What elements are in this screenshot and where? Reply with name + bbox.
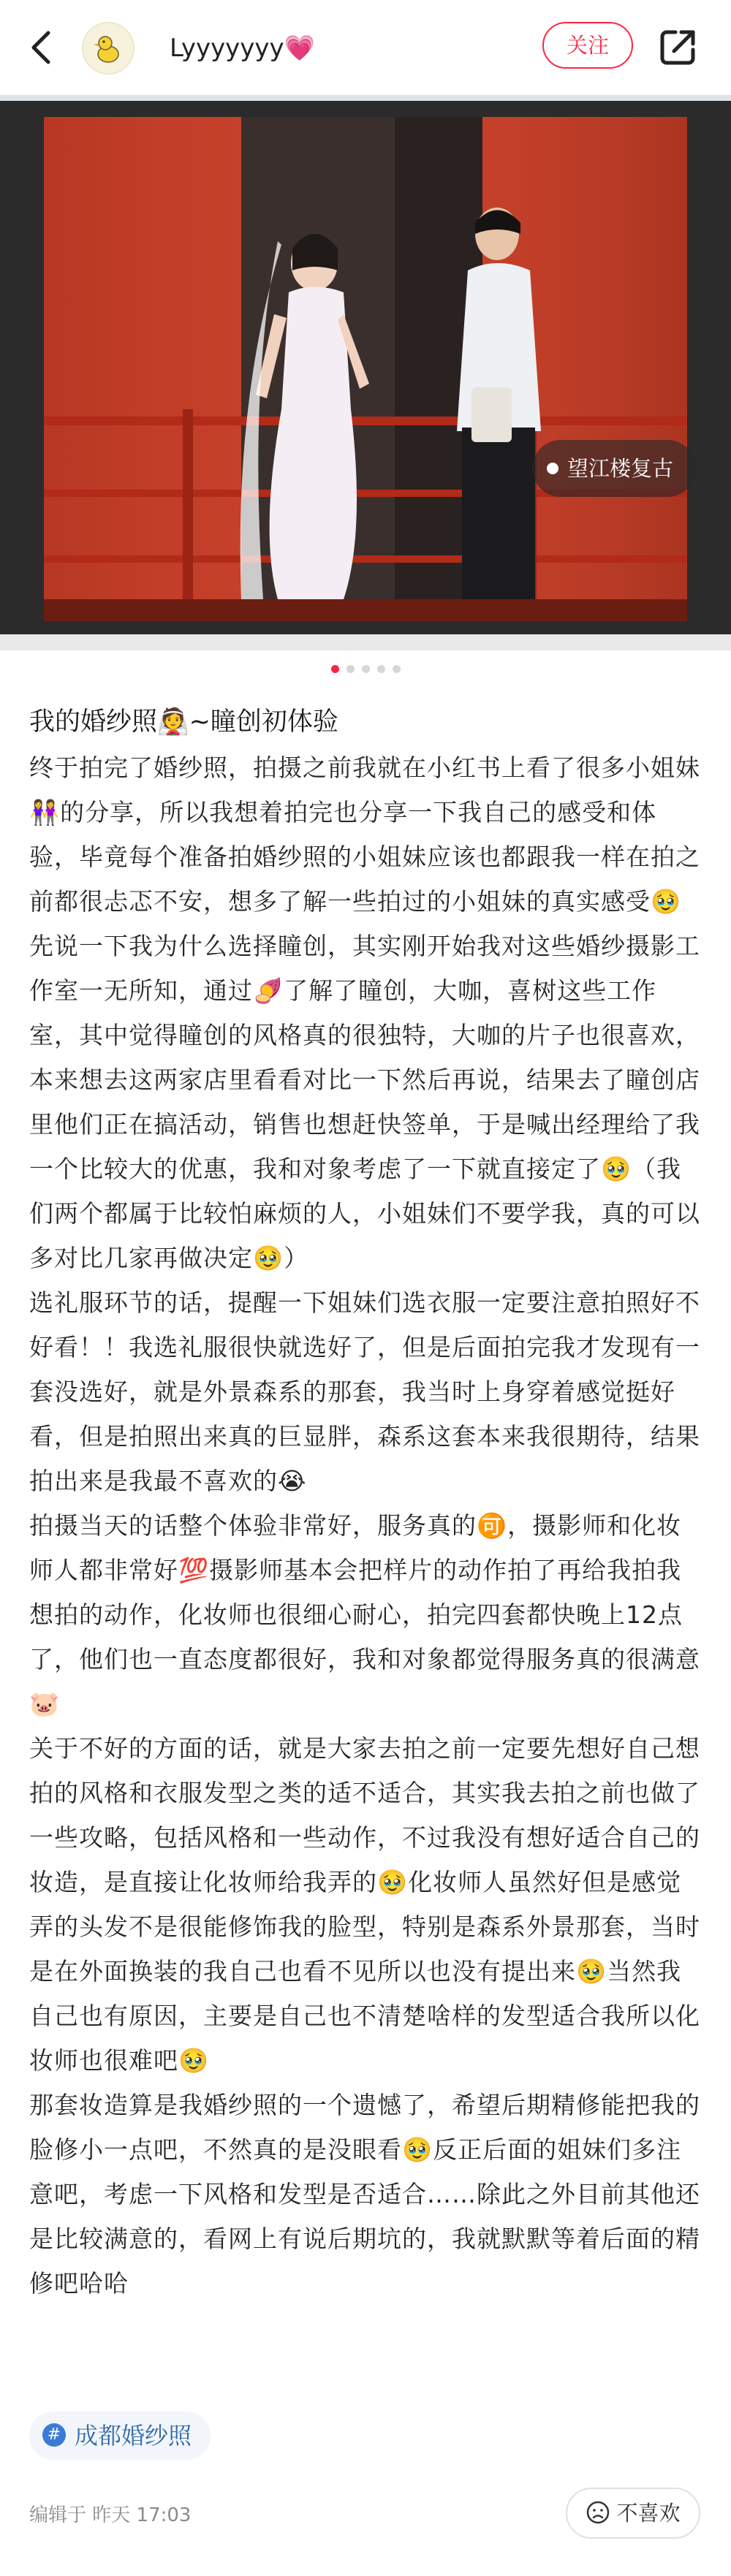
page-dot [331,665,339,673]
post-body [29,745,702,2306]
top-nav-bar [0,0,731,95]
post-paragraph: 选礼服环节的话，提醒一下姐妹们选衣服一定要注意拍照好不好看！！我选礼服很快就选好了，但是后面拍完我才发现有一套没选好，就是外景森系的那套，我当时上身穿着感觉挺好看，但是拍照出来真的巨显胖，森系这套本来我很期待，结果拍出来是我最不喜欢的😭 [29,1288,700,1495]
frown-face-icon [586,2500,610,2525]
avatar[interactable] [82,22,135,75]
post-paragraph: 那套妆造算是我婚纱照的一个遗憾了，希望后期精修能把我的脸修小一点吧，不然真的是没眼看🥹反正后面的姐妹们多注意吧，考虑一下风格和发型是否适合……除此之外目前其他还是比较满意的，看网上有说后期坑的，我就默默等着后面的精修吧哈哈 [29,2091,700,2298]
post-paragraph: 关于不好的方面的话，就是大家去拍之前一定要先想好自己想拍的风格和衣服发型之类的适不适合，其实我去拍之前也做了一些攻略，包括风格和一些动作，不过我没有想好适合自己的妆造，是直接让化妆师给我弄的🥹化妆师人虽然好但是感觉弄的头发不是很能修饰我的脸型，特别是森系外景那套，当时是在外面换装的我自己也看不见所以也没有提出来🥹当然我自己也有原因，主要是自己也不清楚啥样的发型适合我所以化妆师也很难吧🥹 [29,1734,700,2075]
topic-tag-label: 成都婚纱照 [75,2422,192,2450]
hashtag-icon: # [42,2423,66,2447]
location-badge[interactable] [532,440,696,497]
author-name[interactable]: Lyyyyyyy💗 [170,34,316,63]
share-icon [656,25,700,69]
back-button[interactable] [20,26,64,69]
page-dot [362,665,370,673]
dislike-label: 不喜欢 [616,2501,681,2526]
page-dot [346,665,355,673]
post-title: 我的婚纱照👰~瞳创初体验 [29,707,338,737]
post-photo[interactable] [0,95,731,650]
location-dot-icon [547,463,558,474]
page-dot [393,665,401,673]
post-paragraph: 拍摄当天的话整个体验非常好，服务真的🉑，摄影师和化妆师人都非常好💯摄影师基本会把样片的动作拍了再给我拍我想拍的动作，化妆师也很细心耐心，拍完四套都快晚上12点了，他们也一直态度都很好，我和对象都觉得服务真的很满意🐷 [29,1511,700,1718]
page-dot [377,665,385,673]
dislike-button[interactable] [566,2488,700,2539]
chevron-left-icon [20,26,64,69]
follow-button[interactable]: 关注 [542,22,633,69]
share-button[interactable] [656,25,700,69]
post-paragraph: 先说一下我为什么选择瞳创，其实刚开始我对这些婚纱摄影工作室一无所知，通过🍠了解了瞳创，大咖，喜树这些工作室，其中觉得瞳创的风格真的很独特，大咖的片子也很喜欢，本来想去这两家店里看看对比一下然后再说，结果去了瞳创店里他们正在搞活动，销售也想赶快签单，于是喊出经理给了我一个比较大的优惠，我和对象考虑了一下就直接定了🥹（我们两个都属于比较怕麻烦的人，小姐妹们不要学我，真的可以多对比几家再做决定🥹） [29,932,700,1272]
edit-timestamp: 编辑于 昨天 17:03 [29,2504,192,2526]
image-page-indicator [0,665,731,675]
duck-avatar-icon [83,23,133,73]
wedding-photo-image [0,95,731,650]
post-paragraph: 终于拍完了婚纱照，拍摄之前我就在小红书上看了很多小姐妹👭的分享，所以我想着拍完也分享一下我自己的感受和体验，毕竟每个准备拍婚纱照的小姐妹应该也都跟我一样在拍之前都很忐忑不安，想多了解一些拍过的小姐妹的真实感受🥹 [29,753,700,916]
topic-tag[interactable] [29,2412,211,2460]
location-label: 望江楼复古 [567,456,674,481]
